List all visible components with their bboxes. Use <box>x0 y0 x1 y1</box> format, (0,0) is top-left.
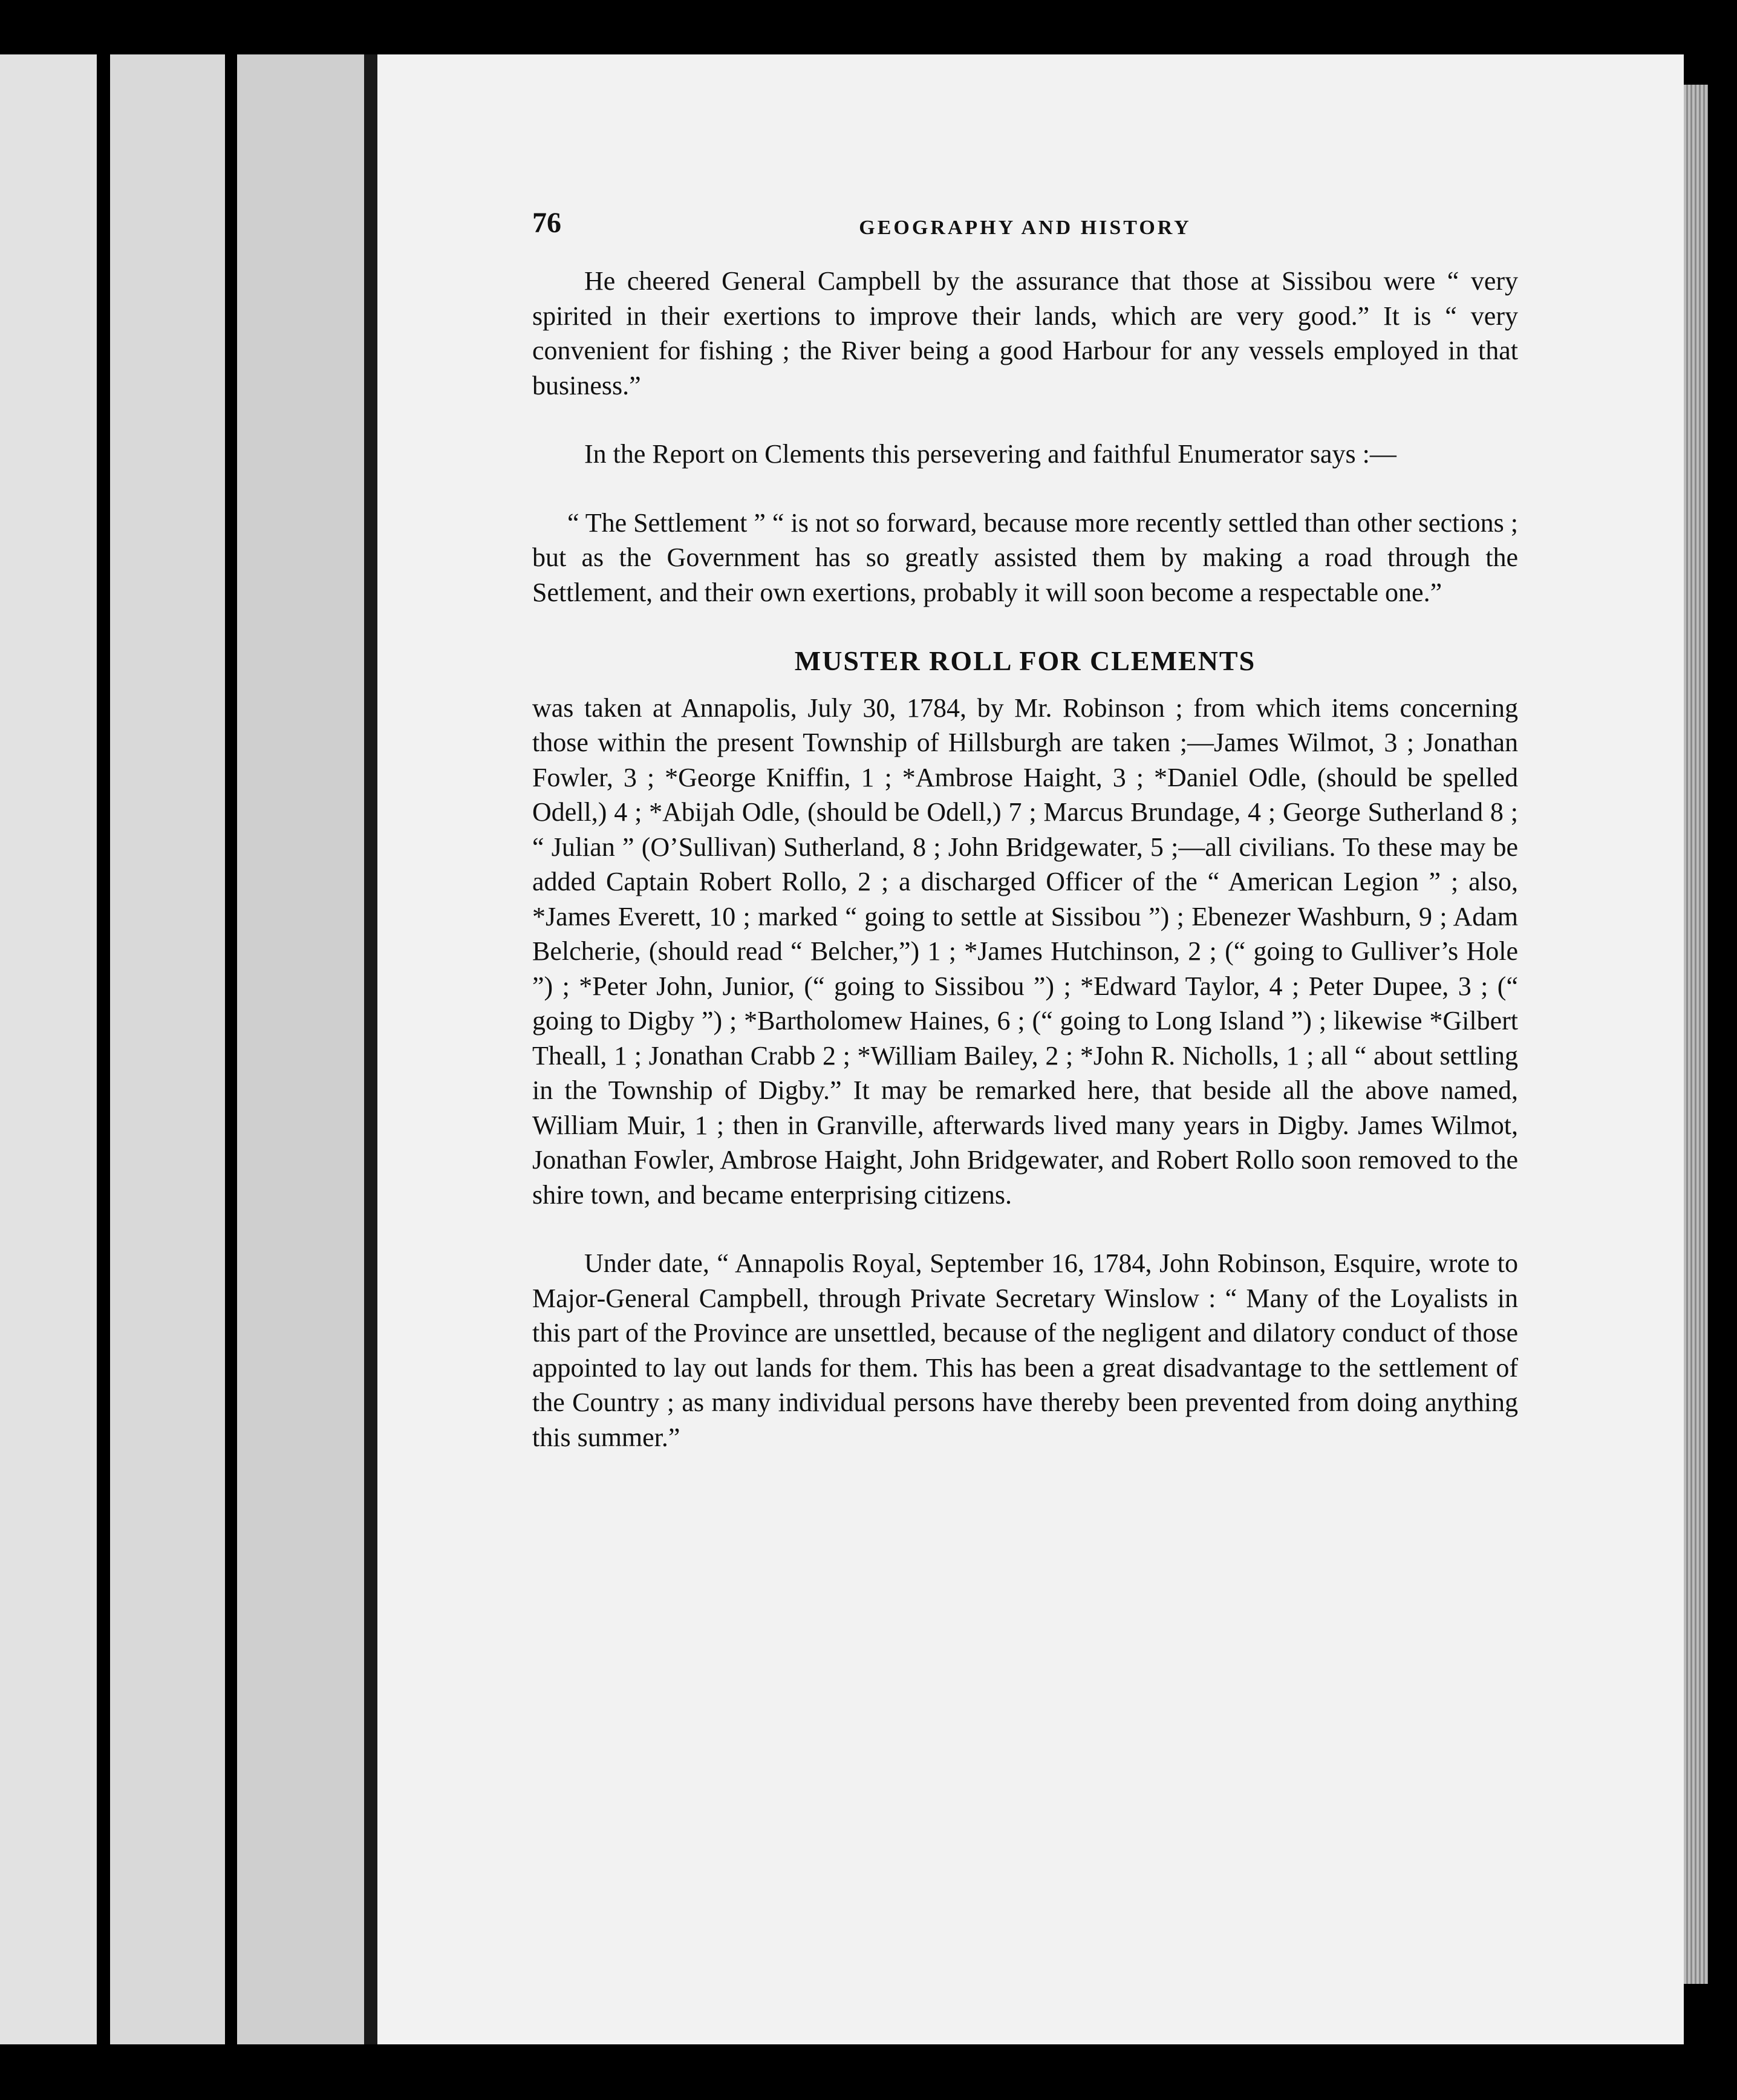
paragraph-muster-roll: was taken at Annapolis, July 30, 1784, by Mr. Robinson ; from which items concerning those within the present Township of Hillsburgh are taken ;—James Wilmot, 3 ; Jonathan Fowler, 3 ; *George Kniffin, 1 ; *Ambrose Haight, 3 ; *Daniel Odle, (should be spelled Odell,) 4 ; *Abijah Odle, (should be Odell,) 7 ; Marcus Brundage, 4 ; George Sutherland 8 ; “ Julian ” (O’Sullivan) Sutherland, 8 ; John Bridgewater, 5 ;—all civilians. To these may be added Captain Robert Rollo, 2 ; a discharged Officer of the “ American Legion ” ; also, *James Everett, 10 ; marked “ going to settle at Sissibou ”) ; Ebenezer Washburn, 9 ; Adam Belcherie, (should read “ Belcher,”) 1 ; *James Hutchinson, 2 ; (“ going to Gulliver’s Hole ”) ; *Peter John, Junior, (“ going to Sissibou ”) ; *Edward Taylor, 4 ; Peter Dupee, 3 ; (“ going to Digby ”) ; *Bartholomew Haines, 6 ; (“ going to Long Island ”) ; likewise *Gilbert Theall, 1 ; Jonathan Crabb 2 ; *William Bailey, 2 ; *John R. Nicholls, 1 ; all “ about settling in the Township of Digby.” It may be remarked here, that beside all the above named, William Muir, 1 ; then in Granville, afterwards lived many years in Digby. James Wilmot, Jonathan Fowler, Ambrose Haight, John Bridgewater, and Robert Rollo soon removed to the shire town, and became enterprising citizens. <box>532 693 1518 1210</box>
running-title: GEOGRAPHY AND HISTORY <box>859 217 1191 239</box>
paragraph-campbell-assurance: He cheered General Campbell by the assurance that those at Sissibou were “ very spirited in their exertions to improve their lands, which are very good.” It is “ very convenient for fishing ; the River being a good Harbour for any vessels employed in that business.” <box>532 266 1518 400</box>
paragraph-robinson-letter: Under date, “ Annapolis Royal, September 16, 1784, John Robinson, Esquire, wrote to Major-General Campbell, through Private Secretary Winslow : “ Many of the Loyalists in this part of the Province are unsettled, because of the negligent and dilatory conduct of those appointed to lay out lands for them. This has been a great disadvantage to the settlement of the Country ; as many individual persons have thereby been prevented from doing anything this summer.” <box>532 1248 1518 1452</box>
paragraph-settlement-quote: “ The Settlement ” “ is not so forward, because more recently settled than other sections ; but as the Government has so greatly assisted them by making a road through the Settlement, and their own exertions, probably it will soon become a respectable one.” <box>532 507 1518 607</box>
film-strip-left <box>0 54 97 2044</box>
page-number: 76 <box>532 207 561 239</box>
film-strip-inner <box>237 54 364 2044</box>
section-heading: MUSTER ROLL FOR CLEMENTS <box>794 645 1256 676</box>
running-head <box>532 206 1518 254</box>
page-text <box>532 206 1518 1455</box>
page-gutter <box>364 54 377 2044</box>
film-strip-middle <box>110 54 225 2044</box>
page-edges <box>1684 85 1708 1984</box>
paragraph-report-clements: In the Report on Clements this persevering and faithful Enumerator says :— <box>584 439 1396 469</box>
